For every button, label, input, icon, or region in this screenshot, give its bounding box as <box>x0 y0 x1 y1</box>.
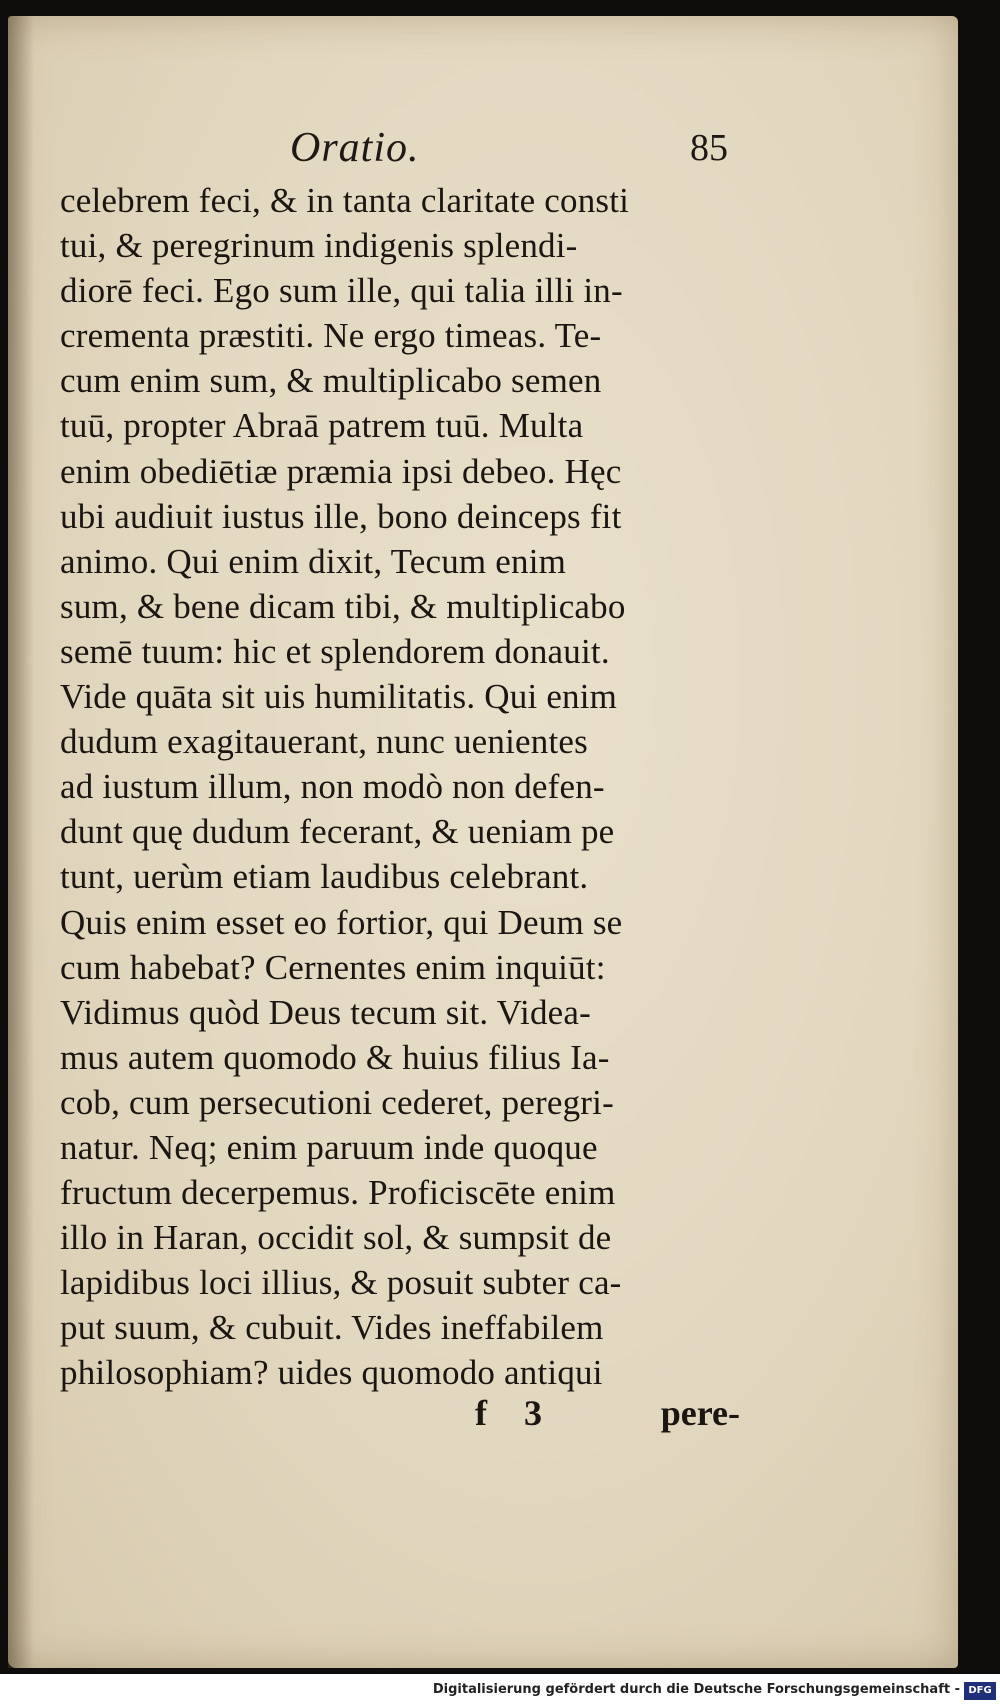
signature-mark: f 3 <box>475 1393 556 1433</box>
text-line: enim obediētiæ præmia ipsi debeo. Hęc <box>60 451 622 491</box>
text-line: cum enim sum, & multiplicabo semen <box>60 361 602 401</box>
text-line: cob, cum persecutioni cederet, peregri- <box>60 1082 614 1122</box>
text-line: tui, & peregrinum indigenis splendi- <box>60 226 578 266</box>
text-line: illo in Haran, occidit sol, & sumpsit de <box>60 1218 612 1258</box>
body-text <box>60 178 740 1396</box>
running-head: Oratio. <box>290 125 420 171</box>
catchword: pere- <box>660 1393 740 1433</box>
text-line: philosophiam? uides quomodo antiqui <box>60 1353 603 1393</box>
page-header <box>68 124 728 174</box>
text-line: natur. Neq; enim paruum inde quoque <box>60 1127 598 1167</box>
credit-bar <box>0 1674 1000 1708</box>
text-line: ubi audiuit iustus ille, bono deinceps fit <box>60 496 622 536</box>
book-page <box>8 16 958 1668</box>
text-line: sum, & bene dicam tibi, & multiplicabo <box>60 586 626 626</box>
text-line: dudum exagitauerant, nunc uenientes <box>60 722 588 762</box>
page-number: 85 <box>690 127 728 169</box>
text-line: Vide quāta sit uis humilitatis. Qui enim <box>60 677 618 717</box>
text-line: animo. Qui enim dixit, Tecum enim <box>60 541 567 581</box>
text-line: lapidibus loci illius, & posuit subter ca- <box>60 1263 622 1303</box>
text-line: Vidimus quòd Deus tecum sit. Videa- <box>60 992 591 1032</box>
text-line: semē tuum: hic et splendorem donauit. <box>60 631 610 671</box>
text-line: put suum, & cubuit. Vides ineffabilem <box>60 1308 604 1348</box>
text-line: celebrem feci, & in tanta claritate consti <box>60 181 630 220</box>
text-line: ad iustum illum, non modò non defen- <box>60 767 605 807</box>
page-footer <box>60 1392 740 1442</box>
funding-credit: Digitalisierung gefördert durch die Deutsche Forschungsgemeinschaft - <box>432 1682 960 1697</box>
text-line: tuū, propter Abraā patrem tuū. Multa <box>60 406 584 446</box>
text-line: Quis enim esset eo fortior, qui Deum se <box>60 902 623 942</box>
text-line: fructum decerpemus. Proficiscēte enim <box>60 1173 616 1213</box>
text-line: dunt quę dudum fecerant, & ueniam pe <box>60 812 615 852</box>
dfg-logo: DFG <box>964 1682 996 1700</box>
text-line: mus autem quomodo & huius filius Ia- <box>60 1037 610 1077</box>
text-line: crementa præstiti. Ne ergo timeas. Te- <box>60 316 602 356</box>
text-line: cum habebat? Cernentes enim inquiūt: <box>60 947 606 987</box>
text-line: diorē feci. Ego sum ille, qui talia illi in- <box>60 271 623 311</box>
text-line: tunt, uerùm etiam laudibus celebrant. <box>60 857 589 897</box>
